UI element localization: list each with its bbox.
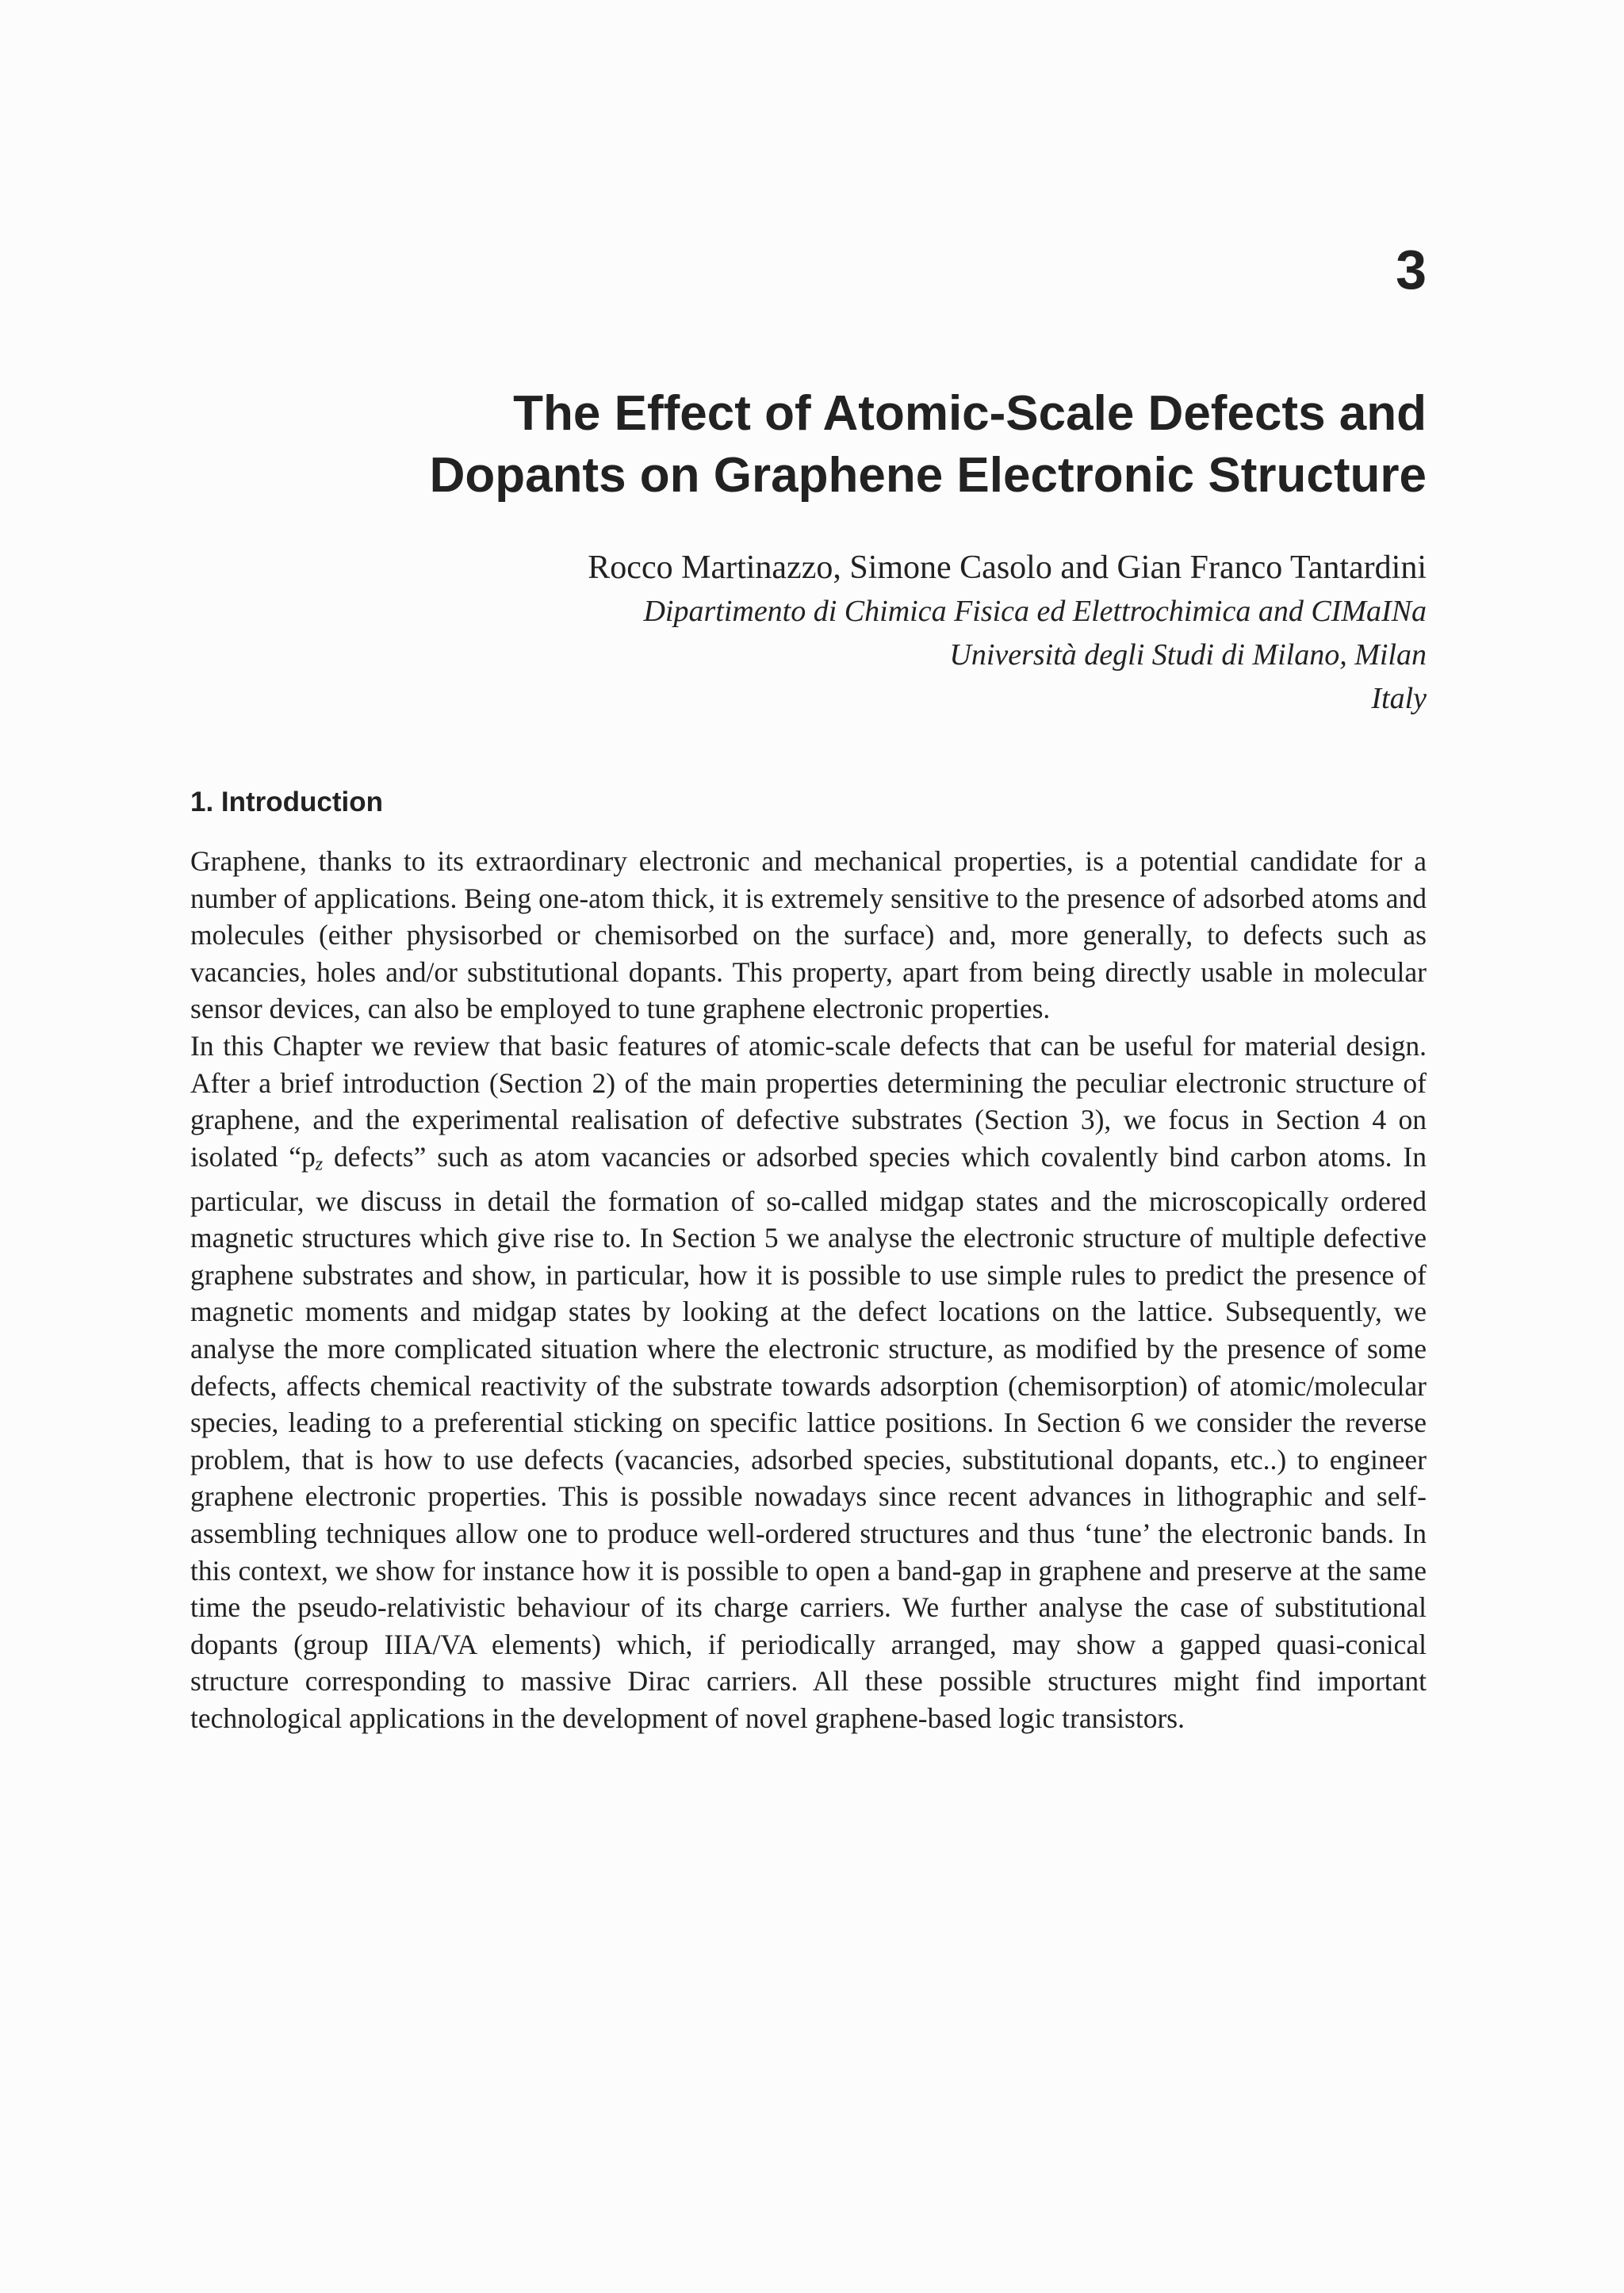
affiliation-line-1: Dipartimento di Chimica Fisica ed Elettrochimica and CIMaINa — [643, 595, 1427, 628]
introduction-paragraph-2 — [190, 1028, 1427, 1737]
affiliation-line-3: Italy — [1371, 682, 1427, 715]
chapter-number: 3 — [1396, 239, 1427, 301]
paragraph-2-text-start: In this Chapter we review that basic features of atomic-scale defects that can be useful for material design. After a brief introduction (Section 2) of the main properties determining the peculiar electronic structure of graphene, and the experimental realisation of defective substrates (Section 3), we focus in Section 4 on isolated “p — [190, 1029, 1427, 1173]
author-list: Rocco Martinazzo, Simone Casolo and Gian Franco Tantardini — [588, 549, 1427, 586]
introduction-paragraph-1: Graphene, thanks to its extraordinary electronic and mechanical properties, is a potential candidate for a number of applications. Being one-atom thick, it is extremely sensitive to the presence of adsorbed atoms and molecules (either physisorbed or chemisorbed on the surface) and, more generally, to defects such as vacancies, holes and/or substitutional dopants. This property, apart from being directly usable in molecular sensor devices, can also be employed to tune graphene electronic properties. — [190, 845, 1427, 1025]
author-block — [158, 545, 1427, 721]
chapter-title-line-2: Dopants on Graphene Electronic Structure — [429, 448, 1427, 503]
paragraph-2-text-end: defects” such as atom vacancies or adsorbed species which covalently bind carbon atoms. In particular, we discuss in detail the formation of so-called midgap states and the microscopically ordered magnetic structures which give rise to. In Section 5 we analyse the electronic structure of multiple defective graphene substrates and show, in particular, how it is possible to use simple rules to predict the presence of magnetic moments and midgap states by looking at the defect locations on the lattice. Subsequently, we analyse the more complicated situation where the electronic structure, as modified by the presence of some defects, affects chemical reactivity of the substrate towards adsorption (chemisorption) of atomic/molecular species, leading to a preferential sticking on specific lattice positions. In Section 6 we consider the reverse problem, that is how to use defects (vacancies, adsorbed species, substitutional dopants, etc..) to engineer graphene electronic properties. This is possible nowadays since recent advances in lithographic and self-assembling techniques allow one to produce well-ordered structures and thus ‘tune’ the electronic bands. In this context, we show for instance how it is possible to open a band-gap in graphene and preserve at the same time the pseudo-relativistic behaviour of its charge carriers. We further analyse the case of substitutional dopants (group IIIA/VA elements) which, if periodically arranged, may show a gapped quasi-conical structure corresponding to massive Dirac carriers. All these possible structures might find important technological applications in the development of novel graphene-based logic transistors. — [190, 1140, 1427, 1734]
pz-subscript: z — [315, 1153, 324, 1175]
section-heading-introduction: 1. Introduction — [190, 787, 384, 817]
chapter-title — [79, 383, 1427, 507]
introduction-body — [190, 843, 1427, 1737]
chapter-title-line-1: The Effect of Atomic-Scale Defects and — [513, 386, 1427, 441]
affiliation-line-2: Università degli Studi di Milano, Milan — [949, 638, 1427, 672]
